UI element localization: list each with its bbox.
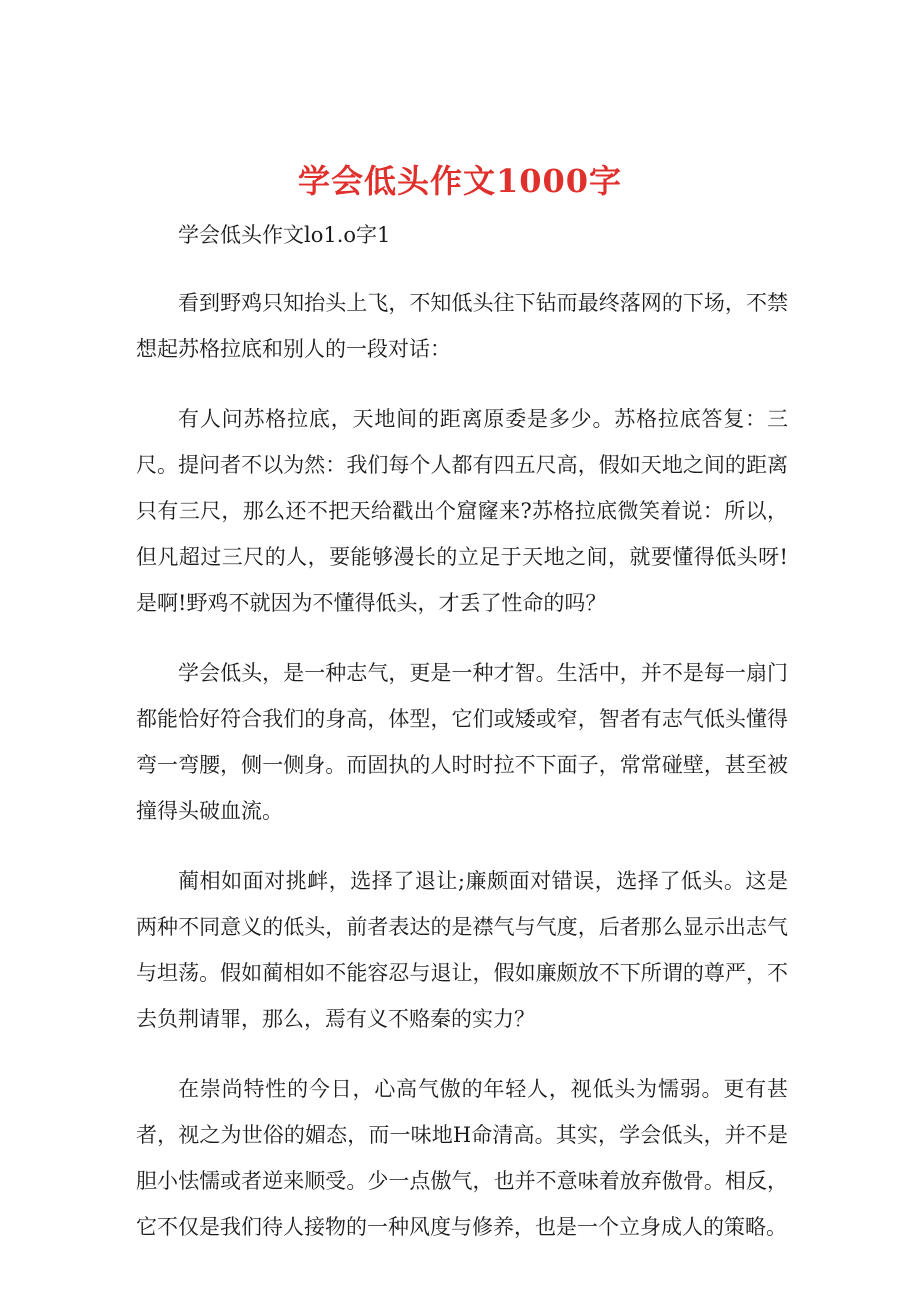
paragraph-3: 学会低头，是一种志气，更是一种才智。生活中，并不是每一扇门都能恰好符合我们的身高，体型，它们或矮或窄，智者有志气低头懂得弯一弯腰，侧一侧身。而固执的人时时拉不下面子，常常碰壁，甚至被撞得头破血流。: [136, 661, 788, 823]
paragraph-2: 有人问苏格拉底，天地间的距离原委是多少。苏格拉底答复：三尺。提问者不以为然：我们每个人都有四五尺高，假如天地之间的距离只有三尺，那么还不把天给戳出个窟窿来?苏格拉底微笑着说：所以，但凡超过三尺的人，要能够漫长的立足于天地之间，就要懂得低头呀!是啊!野鸡不就因为不懂得低头，才丢了性命的吗？: [136, 407, 788, 615]
document-subtitle: 学会低头作文lo1.o字1: [178, 223, 391, 247]
document-body: [136, 212, 788, 1274]
paragraph-4: 蔺相如面对挑衅，选择了退让;廉颇面对错误，选择了低头。这是两种不同意义的低头，前者表达的是襟气与气度，后者那么显示出志气与坦荡。假如蔺相如不能容忍与退让，假如廉颇放不下所谓的尊严，不去负荆请罪，那么，焉有义不赂秦的实力？: [136, 869, 788, 1031]
document-title: 学会低头作文1000字: [297, 162, 623, 201]
paragraph-1: 看到野鸡只知抬头上飞，不知低头往下钻而最终落网的下场，不禁想起苏格拉底和别人的一段对话：: [136, 291, 788, 361]
paragraph-5: 在崇尚特性的今日，心高气傲的年轻人，视低头为懦弱。更有甚者，视之为世俗的媚态，而一味地H命清高。其实，学会低头，并不是胆小怯懦或者逆来顺受。少一点傲气，也并不意味着放弃傲骨。相反，它不仅是我们待人接物的一种风度与修养，也是一个立身成人的策略。: [136, 1077, 788, 1239]
